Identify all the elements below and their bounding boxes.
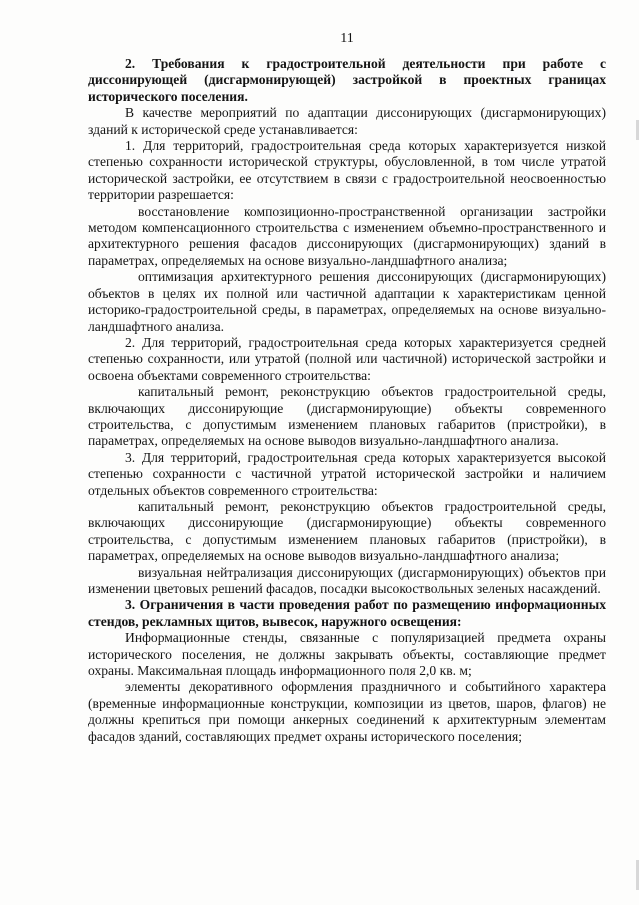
paragraph-2-2: 2. Для территорий, градостроительная среда которых характеризуется средней степенью сохранности, или утратой (полной или частичной) исторической застройки и освоена объектами современного строительства: [88,334,606,383]
paragraph-2-3-b: визуальная нейтрализация диссонирующих (дисгармонирующих) объектов при изменении цветовых решений фасадов, посадки высокоствольных зеленых насаждений. [88,564,606,596]
paragraph-2-1-a: восстановление композиционно-пространственной организации застройки методом компенсационного строительства с изменением объемно-пространственного и архитектурного решения фасадов диссонирующих (дисгармонирующих) зданий в параметрах, определяемых на основе визуально-ландшафтного анализа; [88,203,606,268]
section-2-intro: В качестве мероприятий по адаптации диссонирующих (дисгармонирующих) зданий к исторической среде устанавливается: [88,105,606,137]
paragraph-2-1-b: оптимизация архитектурного решения диссонирующих (дисгармонирующих) объектов в целях их полной или частичной адаптации к характеристикам ценной историко-градостроительной среды, в параметрах, определяемых на основе визуально-ландшафтного анализа. [88,269,606,334]
paragraph-2-3-a: капитальный ремонт, реконструкцию объектов градостроительной среды, включающих диссонирующие (дисгармонирующие) объекты современного строительства, с допустимым изменением плановых габаритов (пристройки), в параметрах, определяемых на основе выводов визуально-ландшафтного анализа; [88,498,606,564]
paragraph-3-1: Информационные стенды, связанные с популяризацией предмета охраны исторического поселения, не должны закрывать объекты, составляющие предмет охраны. Максимальная площадь информационного поля 2,0 кв. м; [88,630,606,679]
paragraph-2-1: 1. Для территорий, градостроительная среда которых характеризуется низкой степенью сохранности исторической структуры, обусловленной, в том числе утратой исторической застройки, ее отсутствием в связи с градостроительной неосвоенностью территории разрешается: [88,138,606,203]
section-3-heading: 3. Ограничения в части проведения работ по размещению информационных стендов, рекламных щитов, вывесок, наружного освещения: [88,597,606,629]
document-page [88,30,606,745]
section-2-heading: 2. Требования к градостроительной деятельности при работе с диссонирующей (дисгармонирующей) застройкой в проектных границах исторического поселения. [88,56,606,104]
paragraph-3-2: элементы декоративного оформления праздничного и событийного характера (временные информационные конструкции, композиции из цветов, шаров, флагов) не должны крепиться при помощи анкерных соединений к архитектурным элементам фасадов зданий, составляющих предмет охраны исторического поселения; [88,679,606,744]
page-number: 11 [340,31,354,46]
paragraph-2-2-a: капитальный ремонт, реконструкцию объектов градостроительной среды, включающих диссонирующие (дисгармонирующие) объекты современного строительства, с допустимым изменением плановых габаритов (пристройки), в параметрах, определяемых на основе выводов визуально-ландшафтного анализа. [88,384,606,449]
paragraph-2-3: 3. Для территорий, градостроительная среда которых характеризуется высокой степенью сохранности с частичной утратой исторической застройки и наличием отдельных объектов современного строительства: [88,449,606,498]
